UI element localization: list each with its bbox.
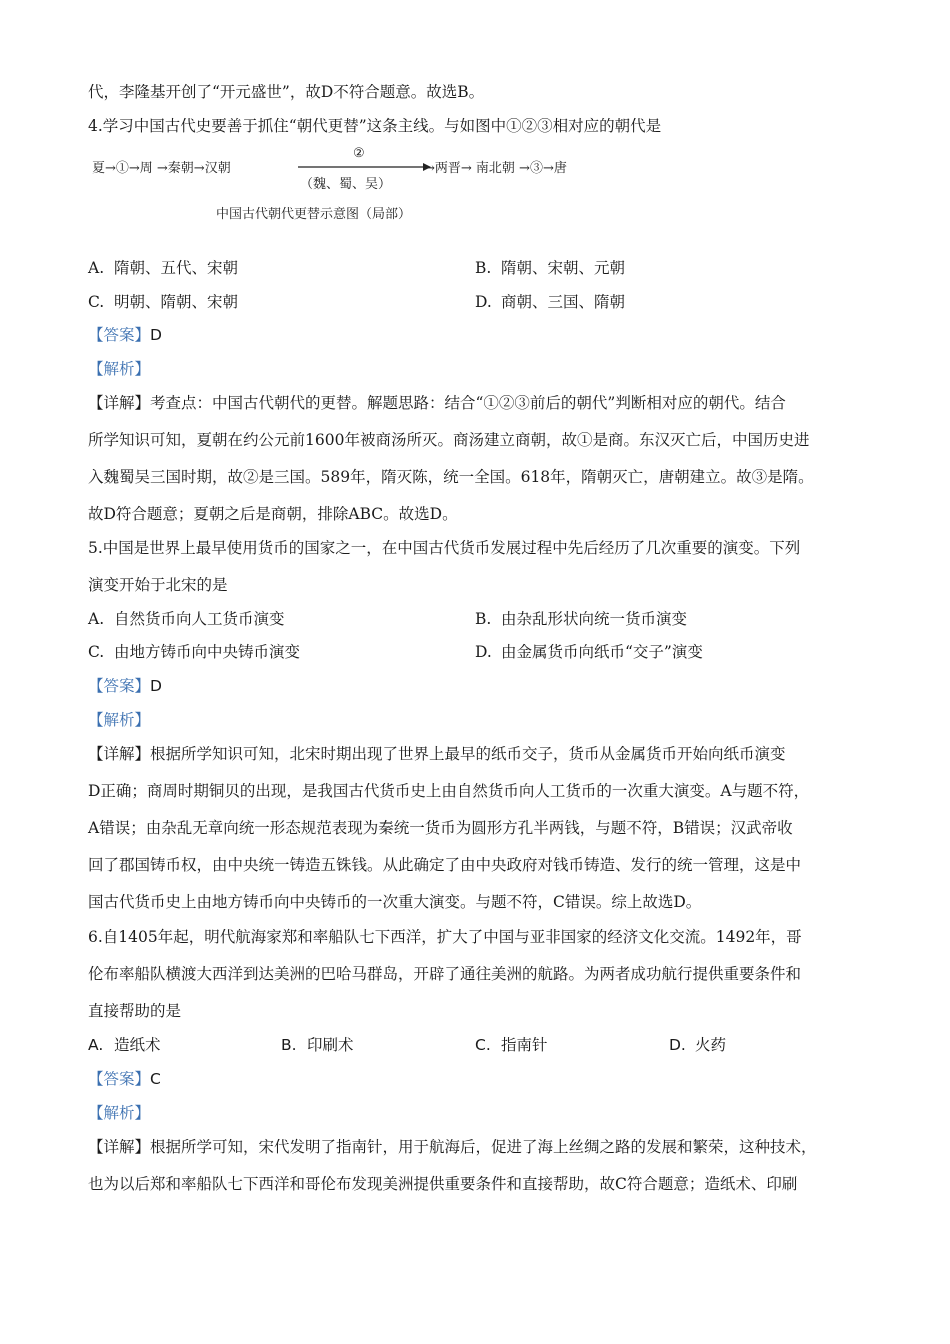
q6-stem-line-2: 伦布率船队横渡大西洋到达美洲的巴哈马群岛，开辟了通往美洲的航路。为两者成功航行提供重要条件和 xyxy=(88,965,802,983)
q4-detail-line-4: 故D符合题意；夏朝之后是商朝，排除ABC。故选D。 xyxy=(88,505,458,523)
q4-detail-line-3: 入魏蜀吴三国时期，故②是三国。589年，隋灭陈，统一全国。618年，隋朝灭亡，唐朝建立。故③是隋。 xyxy=(88,468,814,486)
q6-option-d: D. 火药 xyxy=(669,1036,727,1054)
q4-stem: 4.学习中国古代史要善于抓住“朝代更替”这条主线。与如图中①②③相对应的朝代是 xyxy=(88,117,662,135)
q5-detail-line-1: 【详解】根据所学知识可知，北宋时期出现了世界上最早的纸币交子，货币从金属货币开始向纸币演变 xyxy=(88,745,786,763)
q5-option-a: A. 自然货币向人工货币演变 xyxy=(88,610,285,628)
q4-diagram-caption: 中国古代朝代更替示意图（局部） xyxy=(216,207,412,222)
prev-answer-tail: 代，李隆基开创了“开元盛世”，故D不符合题意。故选B。 xyxy=(88,83,485,101)
q4-dynasty-diagram xyxy=(88,140,648,230)
q4-detail-line-1: 【详解】考查点：中国古代朝代的更替。解题思路：结合“①②③前后的朝代”判断相对应的朝代。结合 xyxy=(88,394,786,412)
q4-option-a: A. 隋朝、五代、宋朝 xyxy=(88,259,239,277)
q4-diagram-chain-right: →两晋→ 南北朝 →③→唐 xyxy=(424,161,567,176)
q4-diagram-mark2: ② xyxy=(353,146,365,161)
q4-answer: 【答案】D xyxy=(88,326,162,344)
q5-analysis-tag: 【解析】 xyxy=(88,711,151,729)
q4-analysis-tag: 【解析】 xyxy=(88,360,151,378)
q6-stem-line-3: 直接帮助的是 xyxy=(88,1002,182,1020)
q6-stem-line-1: 6.自1405年起，明代航海家郑和率船队七下西洋，扩大了中国与亚非国家的经济文化交流。1492年，哥 xyxy=(88,928,802,946)
q6-detail-line-2: 也为以后郑和率船队七下西洋和哥伦布发现美洲提供重要条件和直接帮助，故C符合题意；造纸术、印刷 xyxy=(88,1175,798,1193)
q4-diagram-chain-left: 夏→①→周 →秦朝→汉朝 xyxy=(92,161,231,176)
q6-option-c: C. 指南针 xyxy=(475,1036,548,1054)
q5-option-d: D. 由金属货币向纸币“交子”演变 xyxy=(475,643,703,661)
q5-stem-line-2: 演变开始于北宋的是 xyxy=(88,576,228,594)
q4-option-d: D. 商朝、三国、隋朝 xyxy=(475,293,626,311)
q4-option-c: C. 明朝、隋朝、宋朝 xyxy=(88,293,239,311)
q5-option-b: B. 由杂乱形状向统一货币演变 xyxy=(475,610,688,628)
q5-answer: 【答案】D xyxy=(88,677,162,695)
q6-answer: 【答案】C xyxy=(88,1070,161,1088)
q5-detail-line-5: 国古代货币史上由地方铸币向中央铸币的一次重大演变。与题不符，C错误。综上故选D。 xyxy=(88,893,702,911)
q5-detail-line-3: A错误；由杂乱无章向统一形态规范表现为秦统一货币为圆形方孔半两钱，与题不符，B错误；汉武帝收 xyxy=(88,819,793,837)
q6-option-b: B. 印刷术 xyxy=(281,1036,354,1054)
q5-detail-line-4: 回了郡国铸币权，由中央统一铸造五铢钱。从此确定了由中央政府对钱币铸造、发行的统一管理，这是中 xyxy=(88,856,802,874)
q4-diagram-sub: （魏、蜀、吴） xyxy=(300,177,392,192)
q6-analysis-tag: 【解析】 xyxy=(88,1104,151,1122)
q6-option-a: A. 造纸术 xyxy=(88,1036,161,1054)
q5-detail-line-2: D正确；商周时期铜贝的出现，是我国古代货币史上由自然货币向人工货币的一次重大演变。A与题不符， xyxy=(88,782,810,800)
q4-detail-line-2: 所学知识可知，夏朝在约公元前1600年被商汤所灭。商汤建立商朝，故①是商。东汉灭亡后，中国历史进 xyxy=(88,431,810,449)
q6-detail-line-1: 【详解】根据所学可知，宋代发明了指南针，用于航海后，促进了海上丝绸之路的发展和繁荣，这种技术， xyxy=(88,1138,817,1156)
q4-option-b: B. 隋朝、宋朝、元朝 xyxy=(475,259,626,277)
q5-stem-line-1: 5.中国是世界上最早使用货币的国家之一，在中国古代货币发展过程中先后经历了几次重要的演变。下列 xyxy=(88,539,801,557)
q5-option-c: C. 由地方铸币向中央铸币演变 xyxy=(88,643,301,661)
